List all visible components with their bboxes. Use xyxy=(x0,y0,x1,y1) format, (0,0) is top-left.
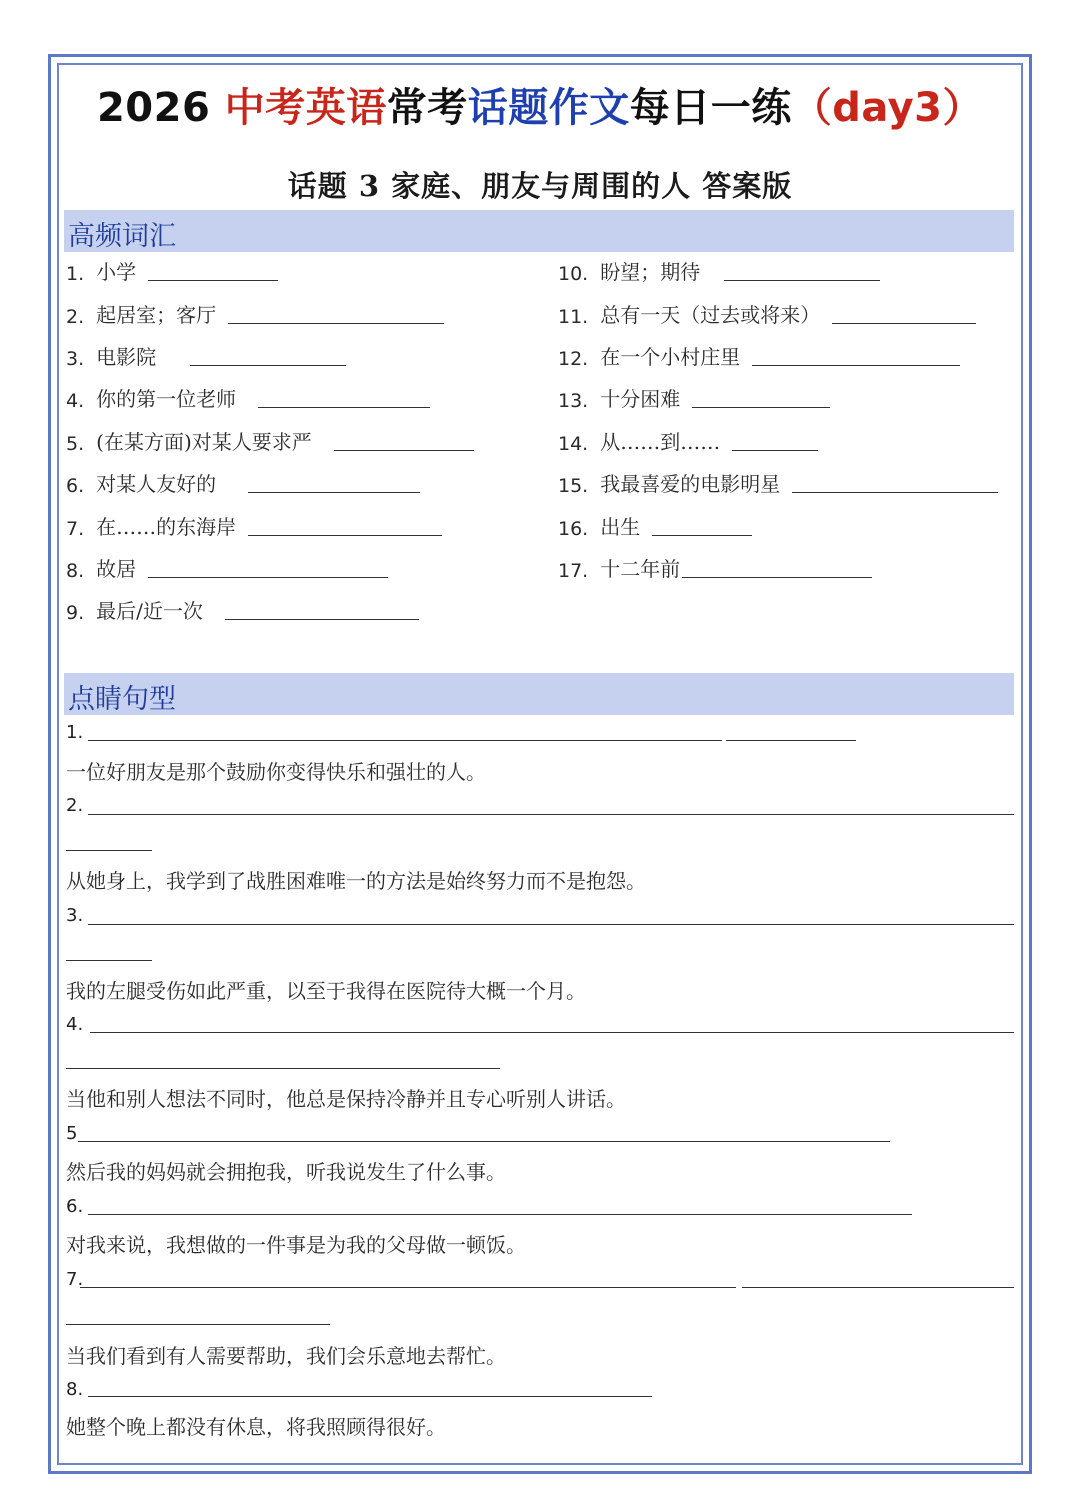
vocab-item: 3. 电影院 xyxy=(66,341,346,370)
answer-line[interactable] xyxy=(78,1141,890,1142)
sentence-number: 4. xyxy=(66,1014,84,1035)
vocab-item: 2. 起居室；客厅 xyxy=(66,299,444,328)
vocab-item: 6. 对某人友好的 xyxy=(66,468,420,497)
vocab-item: 1. 小学 xyxy=(66,256,278,285)
sentence-number: 6. xyxy=(66,1196,84,1217)
sentence-prompt: 对我来说，我想做的一件事是为我的父母做一顿饭。 xyxy=(66,1233,526,1257)
vocab-item: 5. (在某方面)对某人要求严 xyxy=(66,426,474,455)
answer-line[interactable] xyxy=(90,1032,1014,1033)
answer-blank[interactable] xyxy=(732,449,818,451)
answer-blank[interactable] xyxy=(334,449,474,451)
answer-line[interactable] xyxy=(88,924,1014,925)
answer-line[interactable] xyxy=(88,740,722,741)
answer-line[interactable] xyxy=(742,1287,1014,1288)
answer-blank[interactable] xyxy=(724,279,880,281)
vocab-item: 13. 十分困难 xyxy=(558,383,830,412)
sentence-number: 2. xyxy=(66,795,84,816)
answer-blank[interactable] xyxy=(190,364,346,366)
sentence-prompt: 一位好朋友是那个鼓励你变得快乐和强壮的人。 xyxy=(66,760,486,784)
sentence-prompt: 从她身上，我学到了战胜困难唯一的方法是始终努力而不是抱怨。 xyxy=(66,869,646,893)
sentence-number: 1. xyxy=(66,722,84,743)
answer-line[interactable] xyxy=(66,1324,330,1325)
answer-blank[interactable] xyxy=(792,491,998,493)
answer-blank[interactable] xyxy=(682,576,872,578)
vocab-item: 14. 从……到…… xyxy=(558,426,818,455)
answer-line[interactable] xyxy=(726,740,856,741)
sentence-number: 3. xyxy=(66,905,84,926)
answer-line[interactable] xyxy=(66,960,152,961)
answer-blank[interactable] xyxy=(832,322,976,324)
answer-line[interactable] xyxy=(88,1396,652,1397)
sentence-prompt: 然后我的妈妈就会拥抱我，听我说发生了什么事。 xyxy=(66,1160,506,1184)
answer-line[interactable] xyxy=(88,814,1014,815)
vocab-item: 16. 出生 xyxy=(558,511,752,540)
sentence-number: 8. xyxy=(66,1379,84,1400)
answer-blank[interactable] xyxy=(148,576,388,578)
answer-blank[interactable] xyxy=(652,534,752,536)
vocab-item: 8. 故居 xyxy=(66,553,388,582)
answer-blank[interactable] xyxy=(752,364,960,366)
answer-line[interactable] xyxy=(88,1214,912,1215)
sentence-number: 5 xyxy=(66,1123,78,1144)
vocab-item: 10. 盼望；期待 xyxy=(558,256,880,285)
vocab-item: 7. 在……的东海岸 xyxy=(66,511,442,540)
vocab-item: 4. 你的第一位老师 xyxy=(66,383,430,412)
answer-line[interactable] xyxy=(66,1068,500,1069)
sentence-prompt: 当我们看到有人需要帮助，我们会乐意地去帮忙。 xyxy=(66,1344,506,1368)
vocab-item: 15. 我最喜爱的电影明星 xyxy=(558,468,998,497)
vocab-item: 11. 总有一天（过去或将来） xyxy=(558,299,976,328)
answer-blank[interactable] xyxy=(692,406,830,408)
answer-line[interactable] xyxy=(66,850,152,851)
answer-line[interactable] xyxy=(80,1287,736,1288)
vocab-section-heading: 高频词汇 xyxy=(64,210,1014,252)
page-subtitle: 话题 3 家庭、朋友与周围的人 答案版 xyxy=(287,169,793,203)
sentence-number: 7. xyxy=(66,1269,84,1290)
vocab-item: 9. 最后/近一次 xyxy=(66,595,419,624)
page-title: 2026 中考英语常考话题作文每日一练（day3） xyxy=(96,85,984,131)
answer-blank[interactable] xyxy=(228,322,444,324)
answer-blank[interactable] xyxy=(148,279,278,281)
answer-blank[interactable] xyxy=(225,618,419,620)
vocab-item: 12. 在一个小村庄里 xyxy=(558,341,960,370)
sentence-prompt: 我的左腿受伤如此严重，以至于我得在医院待大概一个月。 xyxy=(66,979,586,1003)
sentence-prompt: 她整个晚上都没有休息，将我照顾得很好。 xyxy=(66,1415,446,1439)
sentence-prompt: 当他和别人想法不同时，他总是保持冷静并且专心听别人讲话。 xyxy=(66,1087,626,1111)
vocab-item: 17. 十二年前 xyxy=(558,553,872,582)
answer-blank[interactable] xyxy=(248,491,420,493)
sentence-section-heading: 点睛句型 xyxy=(64,673,1014,715)
answer-blank[interactable] xyxy=(258,406,430,408)
answer-blank[interactable] xyxy=(248,534,442,536)
